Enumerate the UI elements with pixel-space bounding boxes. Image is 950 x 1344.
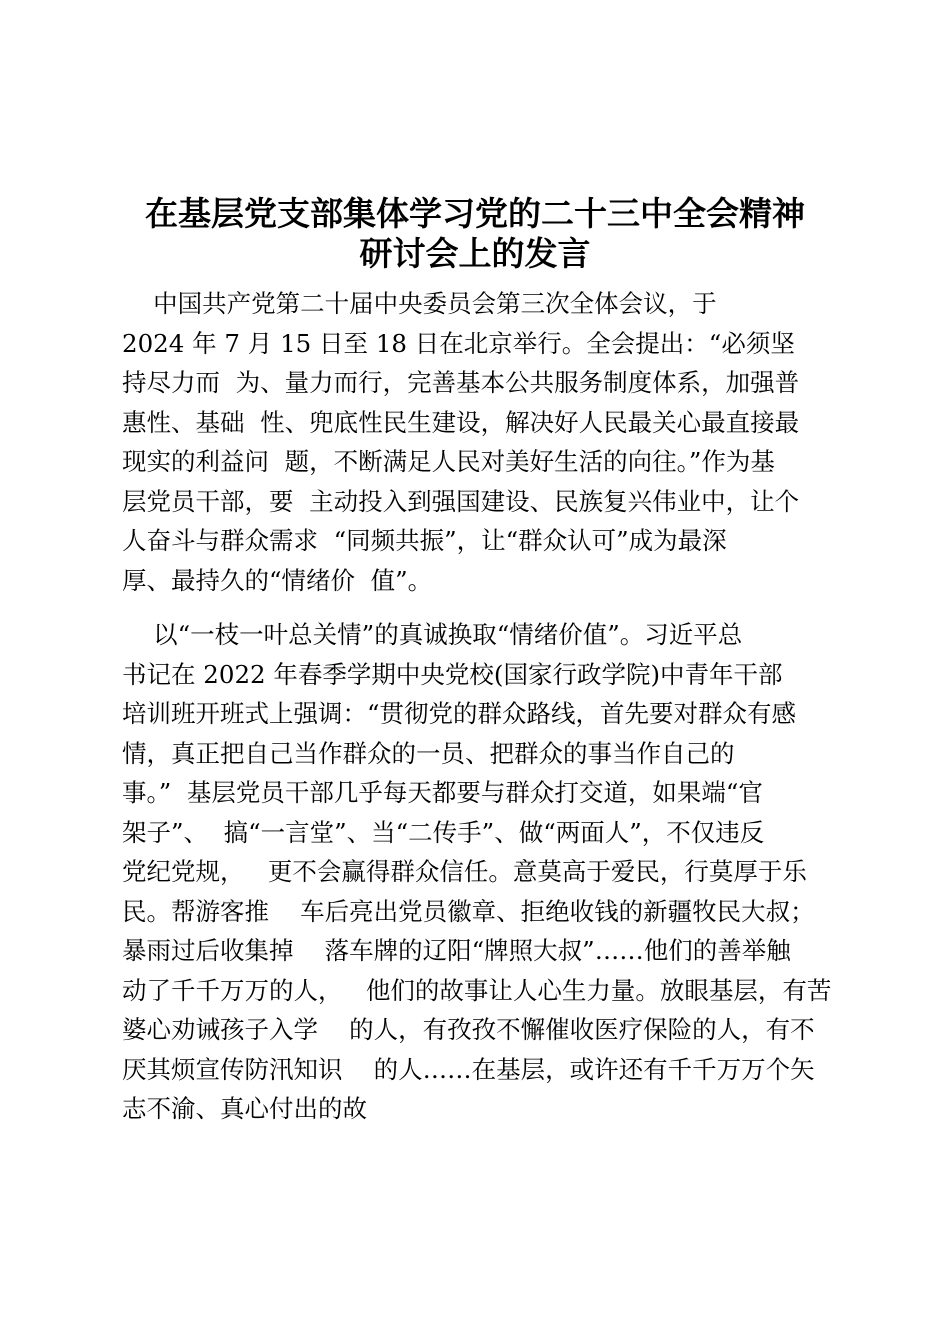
paragraph-1 xyxy=(122,284,842,600)
paragraph-line: 情，真正把自己当作群众的一员、把群众的事当作自己的 xyxy=(122,738,735,768)
paragraph-line: 架子”、 搞“一言堂”、当“二传手”、做“两面人”，不仅违反 xyxy=(122,817,765,847)
paragraph-line: 人奋斗与群众需求 “同频共振”，让“群众认可”成为最深 xyxy=(122,526,727,555)
paragraph-line: 现实的利益问 题，不断满足人民对美好生活的向往。”作为基 xyxy=(122,447,775,476)
paragraph-line: 厌其烦宣传防汛知识 的人……在基层，或许还有千千万万个矢 xyxy=(122,1054,815,1084)
paragraph-line: 以“一枝一叶总关情”的真诚换取“情绪价值”。习近平总 xyxy=(122,620,743,649)
document-title-line-1: 在基层党支部集体学习党的二十三中全会精神 xyxy=(145,194,805,233)
paragraph-line: 培训班开班式上强调：“贯彻党的群众路线，首先要对群众有感 xyxy=(122,699,797,728)
paragraph-line: 暴雨过后收集掉 落车牌的辽阳“牌照大叔”……他们的善举触 xyxy=(122,936,791,965)
document-title-line-2: 研讨会上的发言 xyxy=(359,234,591,273)
paragraph-2 xyxy=(122,615,842,1129)
paragraph-line: 党纪党规， 更不会赢得群众信任。意莫高于爱民，行莫厚于乐 xyxy=(122,857,807,886)
paragraph-line: 事。” 基层党员干部几乎每天都要与群众打交道，如果端“官 xyxy=(122,778,763,807)
paragraph-line: 民。帮游客推 车后亮出党员徽章、拒绝收钱的新疆牧民大叔； xyxy=(122,896,815,926)
paragraph-line: 持尽力而 为、量力而行，完善基本公共服务制度体系，加强普 xyxy=(122,368,800,397)
paragraph-line: 惠性、基础 性、兜底性民生建设，解决好人民最关心最直接最 xyxy=(122,407,800,437)
paragraph-line: 志不渝、真心付出的故 xyxy=(122,1094,367,1123)
paragraph-line: 中国共产党第二十届中央委员会第三次全体会议，于 xyxy=(122,289,717,318)
paragraph-line: 婆心劝诫孩子入学 的人，有孜孜不懈催收医疗保险的人，有不 xyxy=(122,1015,815,1044)
paragraph-line: 书记在 2022 年春季学期中央党校(国家行政学院)中青年干部 xyxy=(122,659,783,689)
paragraph-line: 2024 年 7 月 15 日至 18 日在北京举行。全会提出：“必须坚 xyxy=(122,328,795,358)
paragraph-line: 厚、最持久的“情绪价 值”。 xyxy=(122,565,433,595)
paragraph-line: 动了千千万万的人， 他们的故事让人心生力量。放眼基层，有苦 xyxy=(122,975,832,1005)
paragraph-line: 层党员干部，要 主动投入到强国建设、民族复兴伟业中，让个 xyxy=(122,486,800,516)
